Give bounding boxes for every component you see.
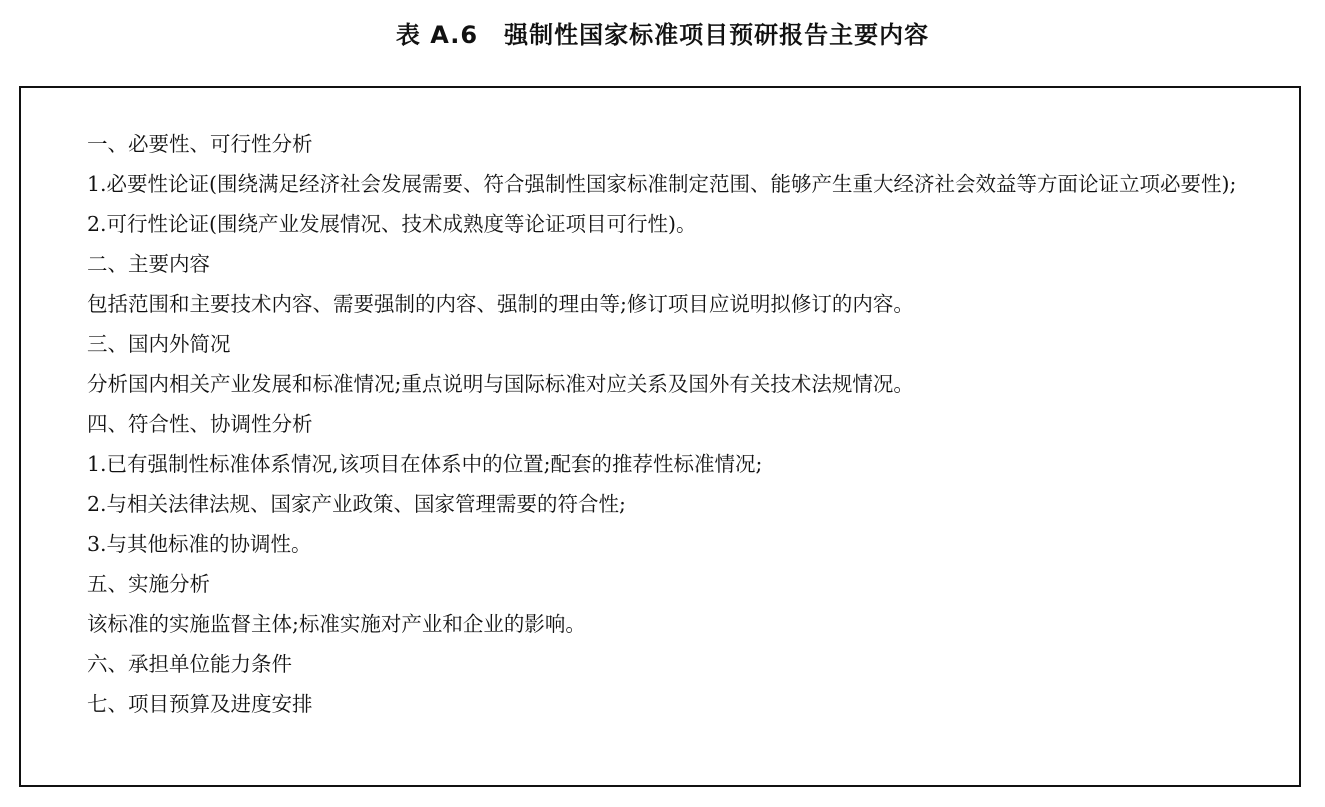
list-item-4-2: 2.与相关法律法规、国家产业政策、国家管理需要的符合性; <box>87 492 626 516</box>
content-box <box>19 86 1301 787</box>
table-title-text: 强制性国家标准项目预研报告主要内容 <box>504 21 930 49</box>
table-number: 表 A.6 <box>395 21 479 49</box>
list-item-4-1: 1.已有强制性标准体系情况,该项目在体系中的位置;配套的推荐性标准情况; <box>87 452 763 476</box>
section-heading-2: 二、主要内容 <box>87 252 210 276</box>
paragraph-5: 该标准的实施监督主体;标准实施对产业和企业的影响。 <box>87 612 586 636</box>
list-item-1-2: 2.可行性论证(围绕产业发展情况、技术成熟度等论证项目可行性)。 <box>87 212 697 236</box>
section-heading-5: 五、实施分析 <box>87 572 210 596</box>
paragraph-3: 分析国内相关产业发展和标准情况;重点说明与国际标准对应关系及国外有关技术法规情况。 <box>87 372 914 396</box>
list-item-1-1: 1.必要性论证(围绕满足经济社会发展需要、符合强制性国家标准制定范围、能够产生重大经济社会效益等方面论证立项必要性); <box>87 172 1237 196</box>
section-heading-6: 六、承担单位能力条件 <box>87 652 292 676</box>
section-heading-4: 四、符合性、协调性分析 <box>87 412 313 436</box>
table-title <box>0 18 1325 52</box>
list-item-4-3: 3.与其他标准的协调性。 <box>87 532 312 556</box>
content-body <box>21 124 1299 724</box>
section-heading-7: 七、项目预算及进度安排 <box>87 692 313 716</box>
section-heading-3: 三、国内外简况 <box>87 332 231 356</box>
paragraph-2: 包括范围和主要技术内容、需要强制的内容、强制的理由等;修订项目应说明拟修订的内容。 <box>87 292 914 316</box>
section-heading-1: 一、必要性、可行性分析 <box>87 132 313 156</box>
